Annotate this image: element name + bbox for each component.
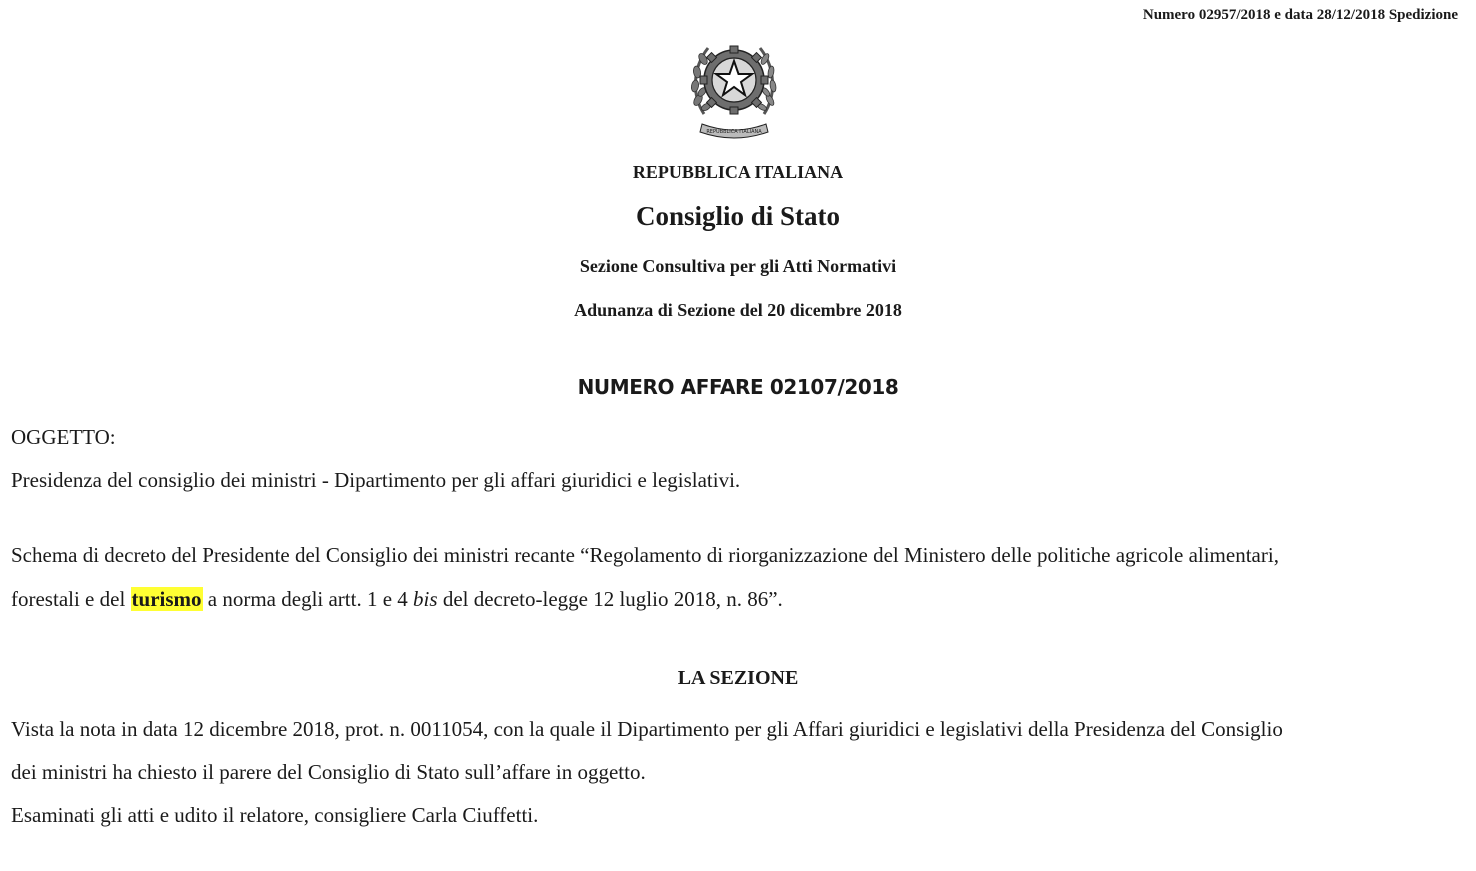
schema-text-after: del decreto-legge 12 luglio 2018, n. 86”.	[437, 587, 783, 611]
page-title: Consiglio di Stato	[635, 201, 841, 231]
spedizione-header: Numero 02957/2018 e data 28/12/2018 Spedizione	[1142, 7, 1458, 23]
section-heading: Sezione Consultiva per gli Atti Normativi	[579, 256, 897, 276]
schema-paragraph-line1: Schema di decreto del Presidente del Consiglio dei ministri recante “Regolamento di riorganizzazione del Ministero delle politiche agricole alimentari,	[11, 543, 1279, 567]
schema-text-before: forestali e del	[11, 587, 131, 611]
oggetto-label: OGGETTO:	[11, 425, 116, 449]
la-sezione-heading: LA SEZIONE	[677, 667, 799, 689]
schema-text-mid: a norma degli artt. 1 e 4	[202, 587, 414, 611]
svg-text:REPUBBLICA ITALIANA: REPUBBLICA ITALIANA	[706, 129, 762, 135]
repubblica-italiana-emblem-icon	[684, 26, 784, 140]
oggetto-line: Presidenza del consiglio dei ministri - Dipartimento per gli affari giuridici e legislativi.	[11, 468, 741, 492]
schema-text-italic: bis	[413, 587, 438, 611]
highlighted-search-term: turismo	[131, 587, 202, 611]
vista-paragraph-line1: Vista la nota in data 12 dicembre 2018, prot. n. 0011054, con la quale il Dipartimento per gli Affari giuridici e legislativi della Presidenza del Consiglio	[11, 717, 1283, 741]
esaminati-paragraph: Esaminati gli atti e udito il relatore, consigliere Carla Ciuffetti.	[11, 803, 539, 827]
schema-paragraph-line2	[11, 587, 783, 612]
case-number: NUMERO AFFARE 02107/2018	[577, 375, 899, 399]
vista-paragraph-line2: dei ministri ha chiesto il parere del Consiglio di Stato sull’affare in oggetto.	[11, 760, 646, 784]
republic-heading: REPUBBLICA ITALIANA	[632, 162, 844, 182]
meeting-date: Adunanza di Sezione del 20 dicembre 2018	[574, 300, 902, 320]
